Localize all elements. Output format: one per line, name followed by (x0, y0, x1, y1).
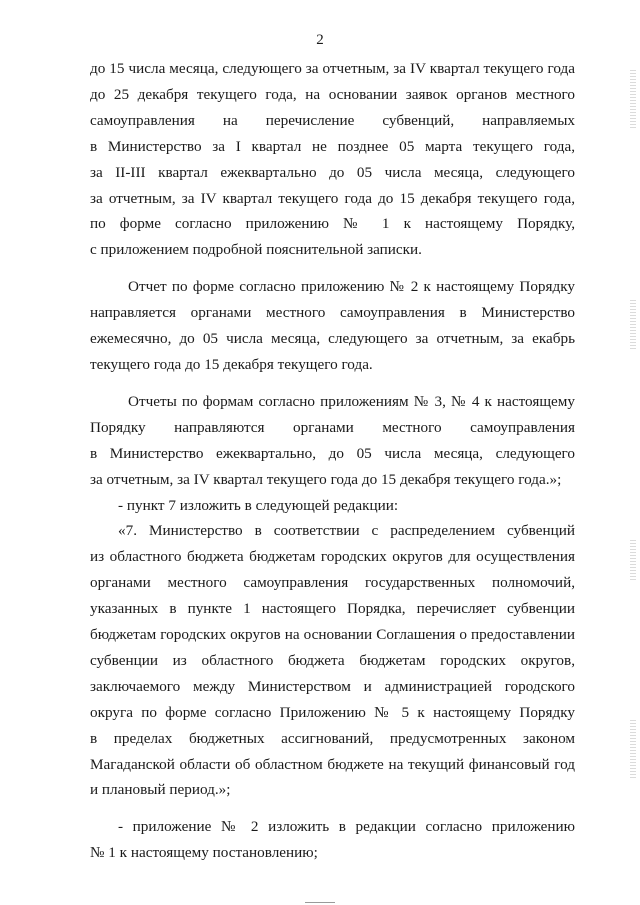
document-body (90, 56, 575, 866)
text-line: в Министерство ежеквартально, до 05 числа месяца, следующего (90, 444, 575, 462)
text-line: - приложение № 2 изложить в редакции согласно приложению (118, 818, 575, 836)
text-line: № 1 к настоящему постановлению; (90, 844, 318, 862)
paragraph-appendix-2 (90, 814, 575, 866)
scan-artifact (305, 902, 335, 903)
text-line: заключаемого между Министерством и администрацией городского (90, 677, 575, 695)
paragraph-point-7-intro (90, 493, 575, 519)
page-number: 2 (316, 32, 324, 48)
text-line: бюджетам городских округов на основании Соглашения о предоставлении (90, 626, 575, 644)
text-line: в пределах бюджетных ассигнований, предусмотренных законом (90, 729, 575, 747)
text-line: указанных в пункте 1 настоящего Порядка, перечисляет субвенции (90, 600, 575, 618)
text-line: до 15 числа месяца, следующего за отчетным, за IV квартал текущего года (90, 60, 575, 77)
text-line: Магаданской области об областном бюджете на текущий финансовый год (90, 755, 575, 773)
text-line: текущего года до 15 декабря текущего года. (90, 355, 373, 373)
text-line: Порядку направляются органами местного самоуправления (90, 418, 575, 436)
text-line: из областного бюджета бюджетам городских округов для осуществления (90, 548, 575, 566)
text-line: Отчеты по формам согласно приложениям № 3, № 4 к настоящему (128, 392, 575, 410)
text-line: ежемесячно, до 05 числа месяца, следующего за отчетным, за екабрь (90, 330, 575, 348)
text-line: органами местного самоуправления государственных полномочий, (90, 574, 575, 592)
paragraph-point-7-text (90, 518, 575, 803)
text-line: направляется органами местного самоуправления в Министерство (90, 304, 575, 322)
scan-artifact (630, 70, 636, 130)
scan-artifact (630, 540, 636, 580)
text-line: самоуправления на перечисление субвенций, направляемых (90, 111, 575, 129)
text-line: за II-III квартал ежеквартально до 05 числа месяца, следующего (90, 163, 575, 181)
text-line: до 25 декабря текущего года, на основании заявок органов местного (90, 85, 575, 103)
text-line: за отчетным, за IV квартал текущего года до 15 декабря текущего года.»; (90, 470, 562, 488)
text-line: - пункт 7 изложить в следующей редакции: (118, 496, 399, 514)
text-line: округа по форме согласно Приложению № 5 к настоящему Порядку (90, 703, 575, 721)
text-line: за отчетным, за IV квартал текущего года до 15 декабря текущего года, (90, 189, 575, 207)
text-line: по форме согласно приложению № 1 к настоящему Порядку, (90, 215, 575, 233)
paragraph-reporting-deadlines (90, 56, 575, 263)
scan-artifact (630, 300, 636, 350)
text-line: «7. Министерство в соответствии с распределением субвенций (118, 522, 575, 540)
text-line: и плановый период.»; (90, 781, 231, 799)
text-line: в Министерство за I квартал не позднее 05 марта текущего года, (90, 137, 575, 155)
paragraph-report-form-2 (90, 274, 575, 378)
paragraph-report-forms-3-4 (90, 389, 575, 493)
text-line: с приложением подробной пояснительной записки. (90, 241, 422, 259)
text-line: Отчет по форме согласно приложению № 2 к настоящему Порядку (128, 278, 575, 296)
text-line: субвенции из областного бюджета бюджетам городских округов, (90, 651, 575, 669)
scan-artifact (630, 720, 636, 780)
